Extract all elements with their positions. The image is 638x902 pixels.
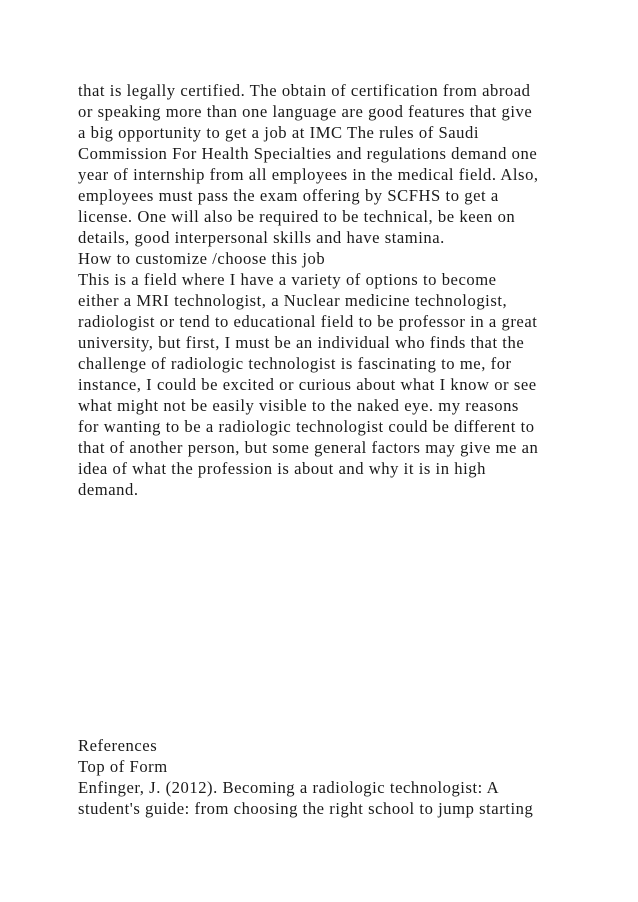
references-heading: References bbox=[78, 736, 158, 755]
text-line: a big opportunity to get a job at IMC The rules of Saudi bbox=[78, 123, 480, 142]
text-line: details, good interpersonal skills and have stamina. bbox=[78, 228, 445, 247]
text-line: what might not be easily visible to the naked eye. my reasons bbox=[78, 396, 519, 415]
form-marker: Top of Form bbox=[78, 757, 168, 776]
text-line: year of internship from all employees in the medical field. Also, bbox=[78, 165, 539, 184]
text-line: radiologist or tend to educational field to be professor in a great bbox=[78, 312, 538, 331]
text-line: either a MRI technologist, a Nuclear medicine technologist, bbox=[78, 291, 508, 310]
section-heading: How to customize /choose this job bbox=[78, 249, 326, 268]
reference-entry: Enfinger, J. (2012). Becoming a radiologic technologist: A bbox=[78, 778, 500, 797]
text-line: university, but first, I must be an individual who finds that the bbox=[78, 333, 525, 352]
text-line: demand. bbox=[78, 480, 139, 499]
text-line: challenge of radiologic technologist is fascinating to me, for bbox=[78, 354, 512, 373]
text-line: This is a field where I have a variety of options to become bbox=[78, 270, 497, 289]
text-line: instance, I could be excited or curious about what I know or see bbox=[78, 375, 537, 394]
text-line: idea of what the profession is about and why it is in high bbox=[78, 459, 486, 478]
text-line: that is legally certified. The obtain of certification from abroad bbox=[78, 81, 531, 100]
text-line: or speaking more than one language are good features that give bbox=[78, 102, 533, 121]
text-line: Commission For Health Specialties and regulations demand one bbox=[78, 144, 538, 163]
text-line: license. One will also be required to be technical, be keen on bbox=[78, 207, 516, 226]
text-line: employees must pass the exam offering by SCFHS to get a bbox=[78, 186, 499, 205]
reference-entry: student's guide: from choosing the right school to jump starting bbox=[78, 799, 534, 818]
text-line: that of another person, but some general factors may give me an bbox=[78, 438, 539, 457]
text-line: for wanting to be a radiologic technologist could be different to bbox=[78, 417, 535, 436]
